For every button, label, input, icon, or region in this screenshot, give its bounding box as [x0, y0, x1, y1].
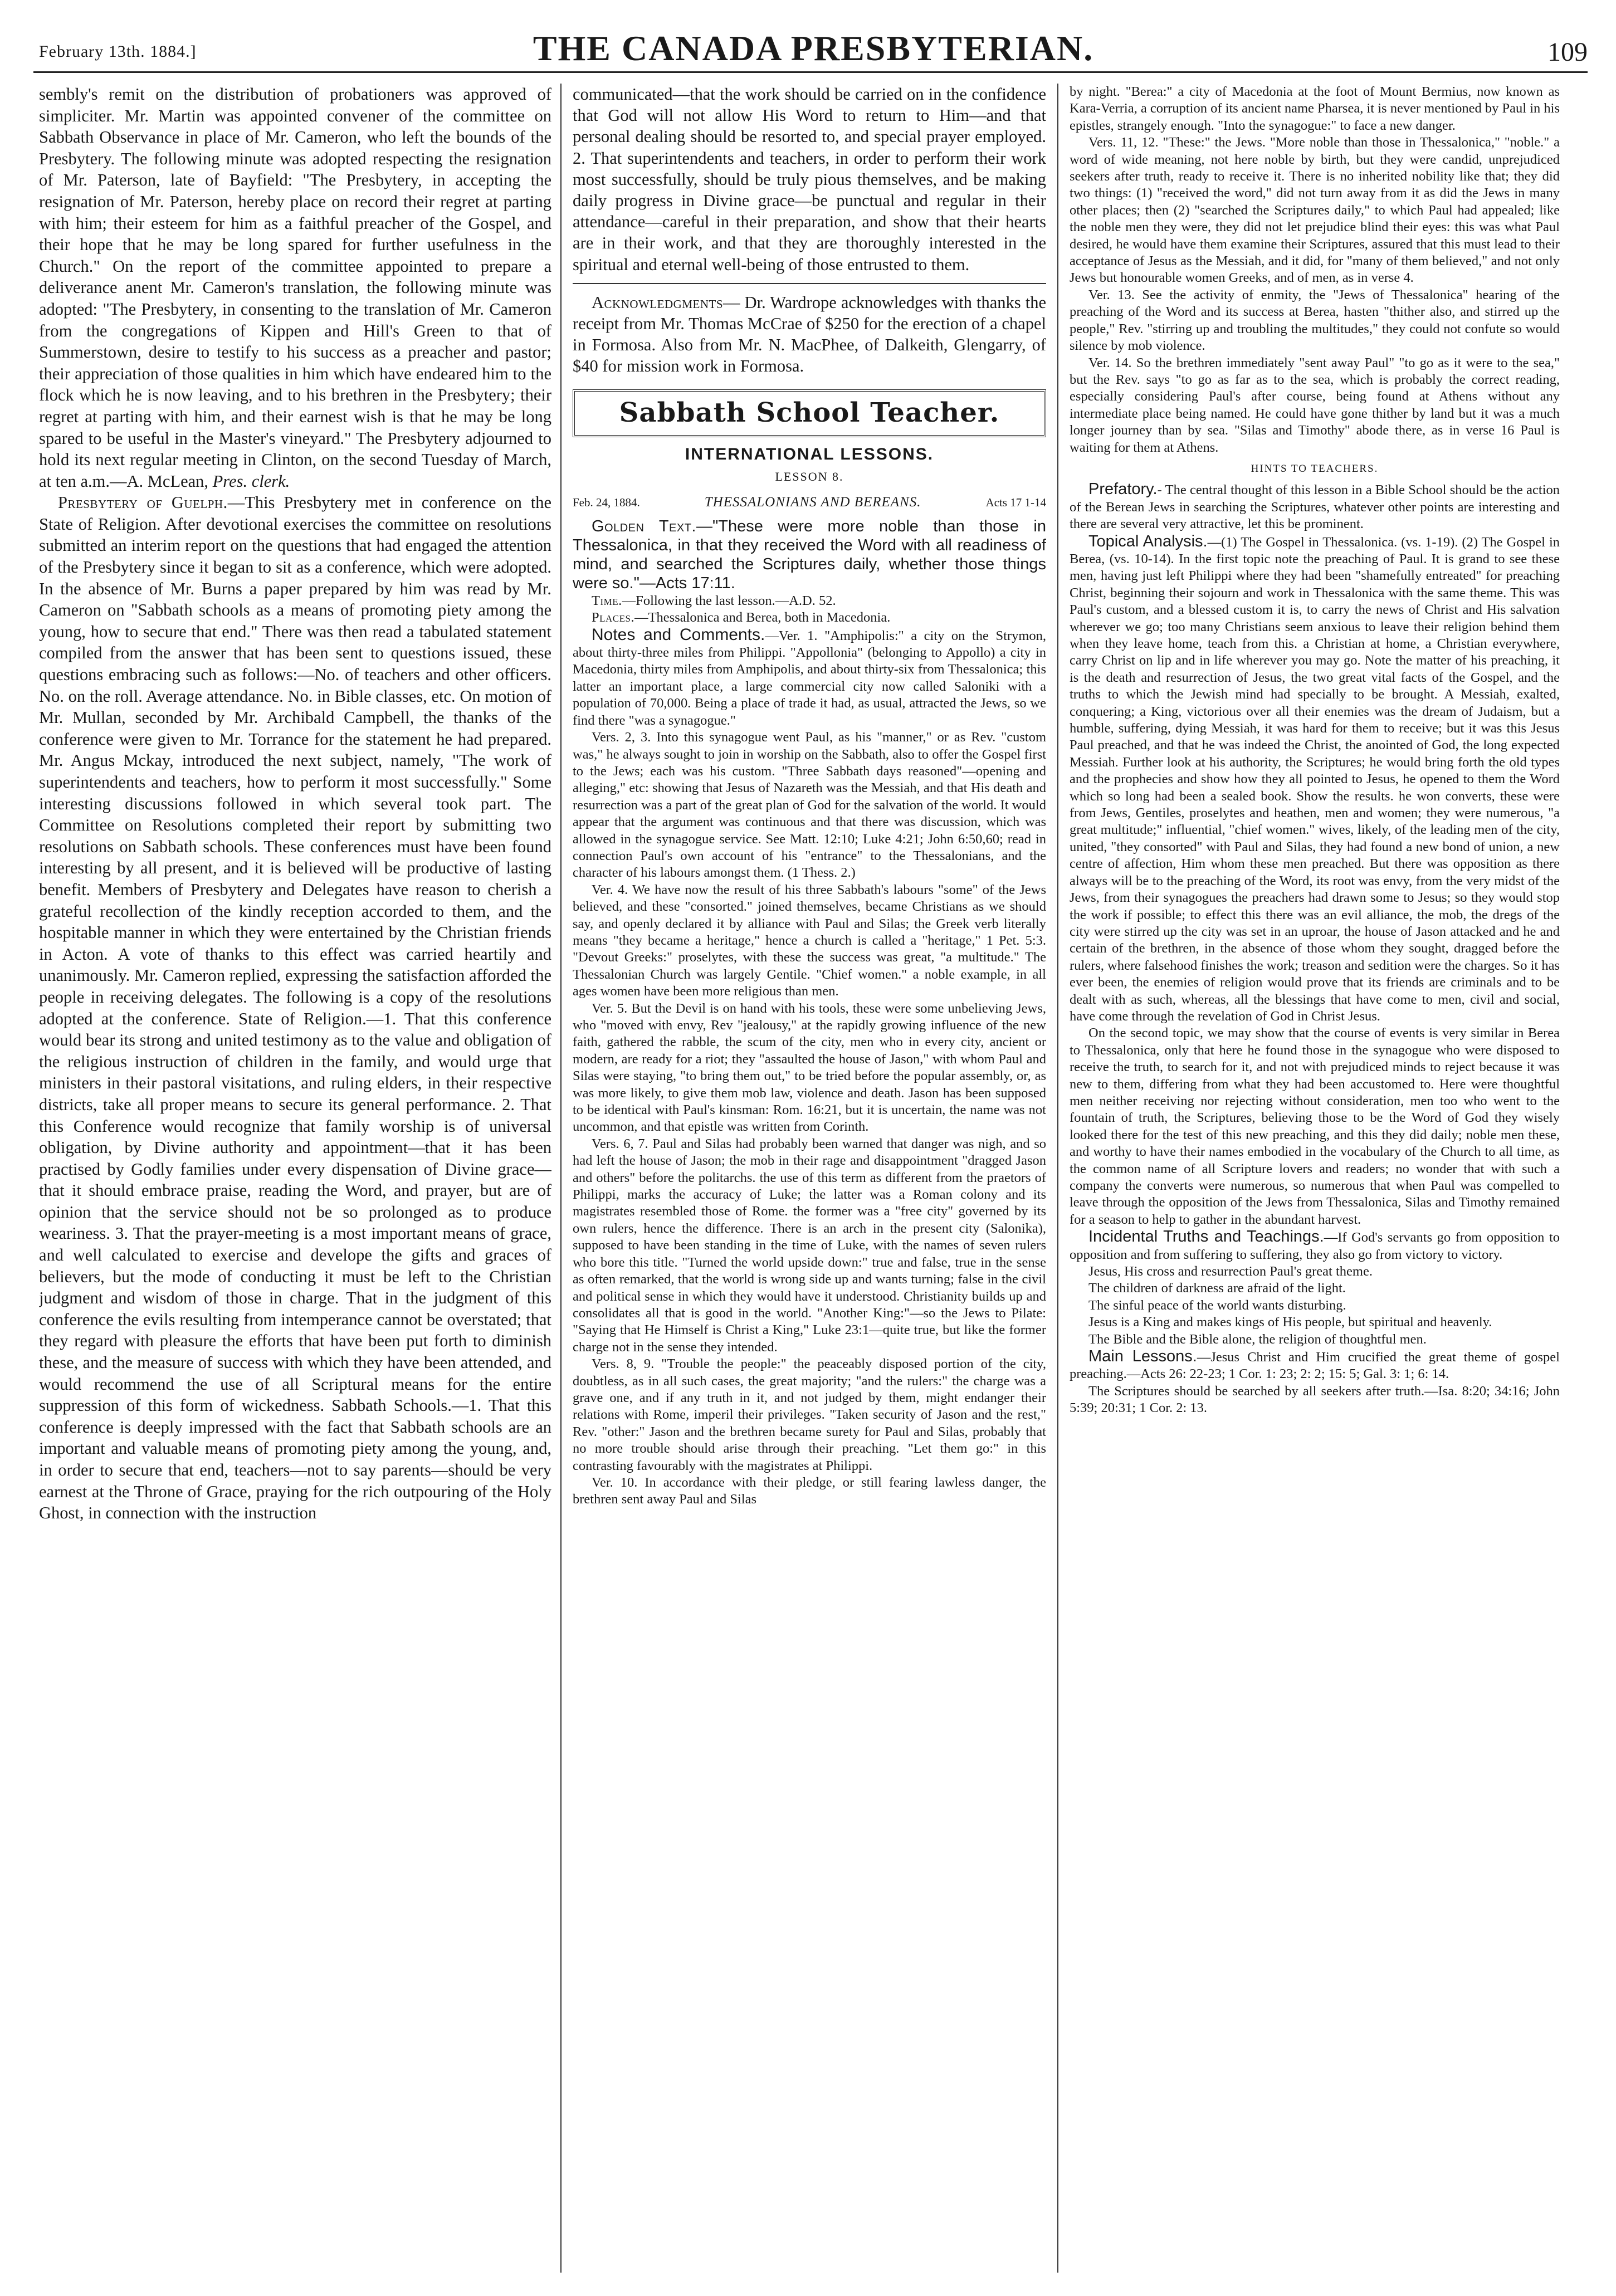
time-text: —Following the last lesson.—A.D. 52.	[622, 593, 836, 608]
prefatory-text: - The central thought of this lesson in a Bible School should be the action of the Berean Jews in searching the Scriptures, whatever other points are interesting and there are several very attractive, let this be prominent.	[1070, 482, 1560, 532]
verse-note: Vers. 11, 12. "These:" the Jews. "More noble than those in Thessalonica," "noble." a word of wide meaning, not here noble by birth, but they were candid, unprejudiced seekers after truth, ready to receive it. There is no inherited nobility like that; they did two things: (1) "received the word," did not turn away from it as did the Jews in many other places; then (2) "searched the Scriptures daily," to which Paul had appealed; like the noble men they were, they did not let prejudice blind their eyes: this was what Paul desired, he would have them examine their Scriptures, assured that this must lead to their acceptance of Jesus as the Messiah, and it did, for "many of them believed," and not only Jews but honourable women Greeks, and of men, as in verse 4.	[1070, 135, 1560, 286]
golden-text	[573, 517, 1046, 593]
lesson-places	[573, 609, 1046, 626]
incidental-text: —If God's servants go from opposition to opposition and from suffering to suffering, they also go from victory to victory.	[1070, 1230, 1560, 1262]
time-lead: Time.	[592, 593, 622, 608]
acknowledgments-lead: Acknowledgments	[592, 292, 724, 312]
lesson-reference: Acts 17 1-14	[985, 496, 1046, 510]
guelph-text: —This Presbytery met in conference on the State of Religion. After devotional exercises the committee on resolutions submitted an interim report on the questions that had engaged the attention of the Presbytery since it began to sit as a conference, which were adopted. In the absence of Mr. Burns a paper prepared by him was read by Mr. Cameron on "Sabbath schools as a means of promoting piety among the young, how to secure that end." There was then read a tabulated statement compiled from the answer that has been sent to questions issued, these questions embracing such as follows:—No. of teachers and other officers. No. on the roll. Average attendance. No. in Bible classes, etc. On motion of Mr. Mullan, seconded by Mr. Archibald Campbell, the thanks of the conference were given to Mr. Torrance for the statement he had prepared. Mr. Angus Mckay, introduced the next subject, namely, "The work of superintendents and teachers, how to perform it most successfully." Some interesting discussions followed in which several took part. The Committee on Resolutions completed their report by submitting two resolutions on Sabbath schools. These conferences must have been found interesting by all present, and it is believed will be productive of lasting benefit. Members of Presbytery and Delegates have reason to cherish a grateful recollection of the kindly reception accorded to them, and the hospitable manner in which they were entertained by the Christian friends in Acton. A vote of thanks to this effect was carried heartily and unanimously. Mr. Cameron replied, expressing the satisfaction afforded the people in receiving delegates. The following is a copy of the resolutions adopted at the conference. State of Religion.—1. That this conference would bear its strong and united testimony as to the value and obligation of the religious instruction of children in the family, and would urge that ministers in their pastoral visitations, and ruling elders, in their respective districts, take all proper means to secure its general performance. 2. That this Conference would recognize that family worship is of universal obligation, by Divine authority and appointment—that it has been practised by Godly families under every dispensation of Divine grace—that it should embrace praise, reading the Word, and prayer, but are of opinion that the service should not be so prolonged as to produce weariness. 3. That the prayer-meeting is a most important means of grace, and well calculated to exercise and develope the gifts and graces of believers, but the mode of conducting it must be left to the Christian judgment and wisdom of those in charge. That in the judgment of this conference the evils resulting from intemperance cannot be overstated; that they regard with pleasure the efforts that have been put forth to diminish these, and the measure of success with which they have been attended, and would recommend the use of all Scriptural means for the entire suppression of this form of wickedness. Sabbath Schools.—1. That this conference is deeply impressed with the fact that Sabbath schools are an important and valuable means of promoting piety among the young, and, in order to secure that end, teachers—not to say parents—should be very earnest at the Throne of Grace, praying for the rich outpouring of the Holy Ghost, in connection with the instruction	[39, 493, 551, 1523]
lesson-time	[573, 593, 1046, 609]
column-divider	[1057, 84, 1058, 2273]
verse-note-continued: by night. "Berea:" a city of Macedonia at the foot of Mount Bermius, now known as Kara-Verria, a corruption of its ancient name Pharsea, it is never mentioned by Paul in his epistles, strangely enough. "Into the synagogue:" to face a new danger.	[1070, 84, 1560, 133]
presbytery-report-continued	[39, 84, 551, 492]
report-text: sembly's remit on the distribution of probationers was approved of simpliciter. Mr. Martin was appointed convener of the committee on Sabbath Observance in place of Mr. Cameron, who left the bounds of the Presbytery. The following minute was adopted respecting the resignation of Mr. Paterson, late of Bayfield: "The Presbytery, in accepting the resignation of Mr. Paterson, hereby place on record their regret at parting with him; their esteem for him as a faithful preacher of the Gospel, and their hope that he may be long spared for further usefulness in the Church." On the report of the committee appointed to prepare a deliverance anent Mr. Cameron's translation, the following minute was adopted: "The Presbytery, in consenting to the translation of Mr. Cameron from the congregations of Kippen and Hill's Green to that of Summerstown, desire to testify to his success as a preacher and pastor; their appreciation of those qualities in him which have endeared him to the flock which he is now leaving, and to his brethren in the Presbytery; their regret at parting with him, and their earnest wish is that he may be long spared to be useful in the Master's vineyard." The Presbytery adjourned to hold its next regular meeting in Clinton, on the second Tuesday of March, at ten a.m.—A. McLean,	[39, 85, 551, 491]
verse-note: Vers. 6, 7. Paul and Silas had probably been warned that danger was nigh, and so had left the house of Jason; the mob in their rage and disappointment "dragged Jason and others" before the politarchs. the use of this term as different from the praetors of Philippi, marks the accuracy of Luke; the latter was a Roman colony and its magistrates resembled those of Rome. the former was a "free city" governed by its own rulers, hence the difference. There is an arch in the present city (Salonika), supposed to have been standing in the time of Luke, with the names of seven rulers who bore this title. "Turned the world upside down:" true and false, true in the sense as often remarked, that the world is wrong side up and wants turning; false in the civil and political sense in which they would have it understood. Christianity builds up and consolidates all that is good in the world. "Another King:"—so the Jews to Pilate: "Saying that He Himself is Christ a King," Luke 23:1—quite true, but like the former charge not in the sense they intended.	[573, 1136, 1046, 1355]
verse-note: Ver. 14. So the brethren immediately "sent away Paul" "to go as it were to the sea," but the Rev. says "to go as far as to the sea, which is probably the correct reading, especially considering Paul's after course, being found at Athens without any intermediate place being named. He could have gone thither by land but it was a much longer journey than by sea. "Silas and Timothy" abode there, as in verse 16 Paul is waiting for them at Athens.	[1070, 355, 1560, 455]
incidental-item: Jesus is a King and makes kings of His people, but spiritual and heavenly.	[1088, 1315, 1492, 1330]
masthead-rule	[33, 71, 1588, 73]
page-number: 109	[1547, 37, 1588, 67]
acknowledgments-text: — Dr. Wardrope acknowledges with thanks the receipt from Mr. Thomas McCrae of $250 for the erection of a chapel in Formosa. Also from Mr. N. MacPhee, of Dalkeith, Glengarry, of $40 for mission work in Formosa.	[573, 292, 1046, 376]
column-2	[573, 84, 1046, 2273]
verse-note: Vers. 2, 3. Into this synagogue went Paul, as his "manner," or as Rev. "custom was," he always sought to join in worship on the Sabbath, also to offer the Gospel first to the Jews; each was his custom. "Three Sabbath days reasoned"—opening and alleging," etc: showing that Jesus of Nazareth was the Messiah, and that His death and resurrection was a part of the great plan of God for the salvation of the world. It would appear that the argument was continuous and that there was discussion, which was allowed in the synagogue service. See Matt. 12:10; Luke 4:21; John 6:50,60; read in connection Paul's own account of his "entrance" to the Thessalonians, and the character of his labours amongst them. (1 Thess. 2.)	[573, 730, 1046, 881]
masthead	[33, 22, 1593, 67]
department-banner	[573, 389, 1046, 437]
golden-text-lead: Golden Text.	[592, 517, 696, 535]
clerk-signature: Pres. clerk.	[212, 471, 290, 491]
main-lessons-lead: Main Lessons.	[1088, 1347, 1197, 1366]
lesson-title-row	[573, 494, 1046, 511]
main-lessons	[1070, 1348, 1560, 1383]
international-lessons-heading: INTERNATIONAL LESSONS.	[685, 444, 934, 463]
prefatory	[1070, 481, 1560, 533]
notes-text: —Ver. 1. "Amphipolis:" a city on the Strymon, about thirty-three miles from Philippi. "Appollonia" (belonging to Appollo) a city in Macedonia, thirty miles from Amphipolis, and about thirty-six from Thessalonica; this latter an important place, a large commercial city now called Saloniki with a population of 70,000. Being a place of trade it had, as usual, attracted the Jews, so we find there "was a synagogue."	[573, 628, 1046, 728]
presbytery-of-guelph	[39, 492, 551, 1524]
column-3	[1070, 84, 1560, 2273]
verse-note: Ver. 10. In accordance with their pledge, or still fearing lawless danger, the brethren sent away Paul and Silas	[573, 1474, 1046, 1507]
lesson-theme: THESSALONIANS AND BEREANS.	[704, 495, 921, 510]
column-1	[39, 84, 551, 2273]
prefatory-lead: Prefatory.	[1088, 480, 1158, 499]
places-lead: Places.	[592, 610, 635, 626]
incidental-item: Jesus, His cross and resurrection Paul's great theme.	[1088, 1264, 1373, 1279]
verse-note: Vers. 8, 9. "Trouble the people:" the peaceably disposed portion of the city, doubtless, as in all such cases, the great majority; "and the rulers:" the charge was a grave one, and if any truth in it, and not judged by them, might endanger their relations with Rome, imperil their privileges. "Taken security of Jason and the rest," Rev. "other:" Jason and the brethren became surety for Paul and Silas, probably that no more trouble should arise through their preaching. "Let them go:" in this contrasting favourably with the magistrates at Philippi.	[573, 1356, 1046, 1473]
incidental-truths	[1070, 1228, 1560, 1263]
section-rule	[573, 283, 1046, 284]
notes-and-comments	[573, 627, 1046, 729]
lesson-date: Feb. 24, 1884.	[573, 496, 640, 510]
department-title: Sabbath School Teacher.	[619, 397, 1000, 429]
hints-heading: HINTS TO TEACHERS.	[1251, 462, 1379, 475]
notes-lead: Notes and Comments.	[592, 625, 765, 644]
second-topic: On the second topic, we may show that the course of events is very similar in Berea to Thessalonica, only that here he found those in the synagogue who were disposed to receive the truth, to search for it, and not with prejudiced minds to reject because it was new to them, differing from what they had been accustomed to. Here were thoughtful men neither receiving nor rejecting without consideration, men too who went to the fountain of truth, the Scriptures, believing those to be the Word of God they wisely looked there for the test of this new preaching, and this they did daily; noble men these, and worthy to have their names embodied in the vocabulary of the Church to all time, as the common name of all Scripture lovers and readers; no wonder that with such a company the converts were numerous, so numerous that when Paul was compelled to leave through the opposition of the Jews from Thessalonica, Silas and Timothy remained for a season to help to gather in the abundant harvest.	[1070, 1025, 1560, 1227]
acknowledgments	[573, 292, 1046, 377]
verse-note: Ver. 5. But the Devil is on hand with his tools, these were some unbelieving Jews, who "moved with envy, Rev "jealousy," at the rapidly growing influence of the new faith, gathered the rabble, the scum of the city, men who in every city, ancient or modern, are ready for a riot; they "assaulted the house of Jason," with whom Paul and Silas were staying, "to bring them out," to be tried before the popular assembly, or, as was more likely, to give them mob law, violence and death. Jason has been supposed to be identical with Paul's kinsman: Rom. 16:21, but it is uncertain, the name was not uncommon, and that epistle was written from Corinth.	[573, 1000, 1046, 1135]
places-text: —Thessalonica and Berea, both in Macedonia.	[634, 610, 891, 626]
main-lesson-item: The Scriptures should be searched by all seekers after truth.—Isa. 8:20; 34:16; John 5:39; 20:31; 1 Cor. 2: 13.	[1070, 1383, 1560, 1416]
column-2-top	[573, 84, 1046, 377]
golden-text-body: —"These were more noble than those in Thessalonica, in that they received the Word with all readiness of mind, and searched the Scriptures daily, whether those things were so."—Acts 17:11.	[573, 517, 1046, 592]
newspaper-title: THE CANADA PRESBYTERIAN.	[533, 28, 1094, 68]
resolutions-continued: communicated—that the work should be carried on in the confidence that God will not allow His Word to return to Him—and that personal dealing should be resorted to, and special prayer employed. 2. That superintendents and teachers, in order to perform their work most successfully, should be truly pious themselves, and be making daily progress in Divine grace—be punctual and regular in their attendance—careful in their preparation, and show that their hearts are in their work, and that they are thoroughly interested in the spiritual and eternal well-being of those entrusted to them.	[573, 85, 1046, 274]
main-lessons-text: —Jesus Christ and Him crucified the great theme of gospel preaching.—Acts 26: 22-23; 1 Cor. 1: 23; 2: 2; 15: 5; Gal. 3: 1; 6: 14.	[1070, 1350, 1560, 1382]
incidental-item: The children of darkness are afraid of the light.	[1088, 1281, 1346, 1296]
topical-text: —(1) The Gospel in Thessalonica. (vs. 1-19). (2) The Gospel in Berea, (vs. 10-14). In the first topic note the preaching of Paul. It is grand to see these men, having just left Philippi where they had been "shamefully entreated" for preaching Christ, beginning their sojourn and work in Thessalonica with the same theme. This was Paul's custom, and a blessed custom it is, to carry the news of Christ and His salvation wherever we go; too many Christians seem anxious to leave their religion behind them when they leave home, teach from this. a Christian at home, a Christian everywhere, carry Christ on lip and in life wherever you may go. Note the matter of his preaching, it is the death and resurrection of Jesus, the two great vital facts of the Gospel, and the truths to which the Jewish mind had specially to be brought. A Messiah, exalted, conquering; a King, victorious over all their enemies was the dream of Judaism, but a humble, suffering, dying Messiah, it was hard for them to receive; but it was this Jesus Paul preached, and that he was indeed the Christ, the anointed of God, the long expected Messiah. Further look at his authority, the Scriptures; he would bring forth the old types and the prophecies and show how they all pointed to Jesus, he opened to them the Word which so long had been a sealed book. Show the results. he won converts, these were from Jews, Gentiles, proselytes and heathen, men and women; they were numerous, "a great multitude;" influential, "chief women." wives, likely, of the leading men of the city, united, "they consorted" with Paul and Silas, they had found a new bond of union, a new centre of affection, Him whom these men preached. But there was opposition as there always will be to the preaching of the Word, its root was envy, from the very midst of the Jews, from their synagogues the preachers had drawn some to Jesus; so they would stop the work if possible; to effect this there was an evil alliance, the mob, the dregs of the city were stirred up the city was set in an uproar, the house of Jason attacked and he and certain of the brethren, in the absence of those whom they sought, dragged before the rulers, where falsehood finishes the work; treason and sedition were the charges. So it has ever been, the enemies of religion would prove that its friends are criminals and to be dealt with as such, whereas, all the blessings that have come to men, civil and social, have come through the revelation of God in Christ Jesus.	[1070, 534, 1560, 1024]
column-divider	[560, 84, 562, 2273]
lesson-number: LESSON 8.	[775, 470, 844, 484]
incidental-lead: Incidental Truths and Teachings.	[1088, 1228, 1324, 1246]
incidental-item: The sinful peace of the world wants disturbing.	[1088, 1297, 1346, 1313]
issue-date: February 13th. 1884.]	[39, 42, 197, 61]
verse-note: Ver. 4. We have now the result of his three Sabbath's labours "some" of the Jews believed, and these "consorted." joined themselves, became Christians as we should say, and openly declared it by alliance with Paul and Silas; the Greek verb literally means "they became a heritage," hence a church is called a "heritage," 1 Pet. 5:3. "Devout Greeks:" proselytes, with these the success was great, "a multitude." The Thessalonian Church was largely Gentile. "Chief women." a noble example, in all ages women have been more religious than men.	[573, 882, 1046, 999]
guelph-lead: Presbytery of Guelph.	[58, 493, 228, 512]
incidental-item: The Bible and the Bible alone, the religion of thoughtful men.	[1088, 1331, 1427, 1347]
topical-lead: Topical Analysis.	[1088, 532, 1208, 550]
topical-analysis	[1070, 533, 1560, 1025]
verse-note: Ver. 13. See the activity of enmity, the "Jews of Thessalonica" hearing of the preaching of the Word and its success at Berea, hasten "thither also, and stirred up the people," Rev. "stirring up and troubling the multitudes," they could not confute so would silence by mob violence.	[1070, 287, 1560, 354]
